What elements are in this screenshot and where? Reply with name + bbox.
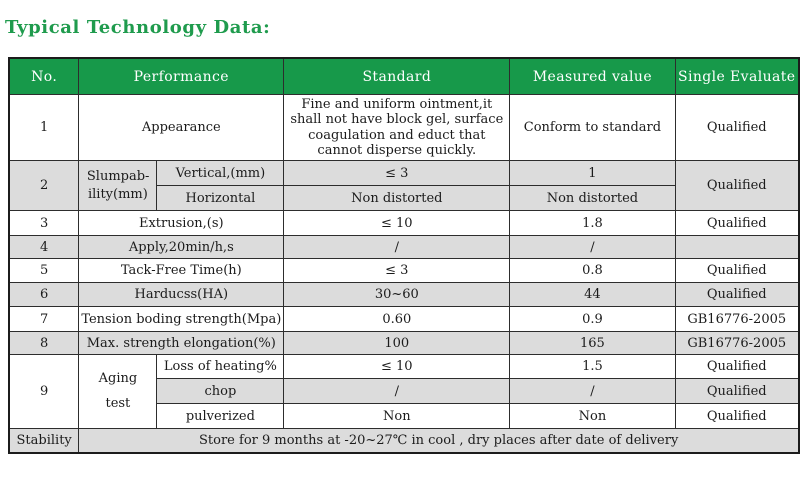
slumpability-performance xyxy=(79,161,157,211)
hardness-evaluate: Qualified xyxy=(675,283,799,307)
slumpability-evaluate: Qualified xyxy=(675,161,799,211)
aging-chop-standard: / xyxy=(284,379,510,404)
extrusion-performance: Extrusion,(s) xyxy=(79,211,284,236)
elongation-performance: Max. strength elongation(%) xyxy=(79,332,284,355)
apply-no: 4 xyxy=(9,236,79,259)
row-tack-free xyxy=(9,259,799,283)
row-appearance xyxy=(9,95,799,161)
stability-label: Stability xyxy=(9,429,79,453)
slumpability-horizontal-standard: Non distorted xyxy=(284,186,510,211)
tension-measured: 0.9 xyxy=(510,307,675,332)
page-title: Typical Technology Data: xyxy=(5,17,271,38)
slumpability-horizontal-label: Horizontal xyxy=(157,186,284,211)
row-tension xyxy=(9,307,799,332)
row-elongation xyxy=(9,332,799,355)
hardness-standard: 30~60 xyxy=(284,283,510,307)
header-row xyxy=(9,58,799,95)
apply-standard: / xyxy=(284,236,510,259)
aging-loss-evaluate: Qualified xyxy=(675,355,799,379)
elongation-evaluate: GB16776-2005 xyxy=(675,332,799,355)
aging-pulverized-evaluate: Qualified xyxy=(675,404,799,429)
aging-pulverized-measured: Non xyxy=(510,404,675,429)
tack-free-evaluate: Qualified xyxy=(675,259,799,283)
tack-free-measured: 0.8 xyxy=(510,259,675,283)
aging-loss-measured: 1.5 xyxy=(510,355,675,379)
stability-text: Store for 9 months at -20~27℃ in cool , dry places after date of delivery xyxy=(79,429,799,453)
header-single-evaluate: Single Evaluate xyxy=(675,58,799,95)
row-apply xyxy=(9,236,799,259)
hardness-measured: 44 xyxy=(510,283,675,307)
hardness-performance: Harducss(HA) xyxy=(79,283,284,307)
appearance-no: 1 xyxy=(9,95,79,161)
technology-data-table xyxy=(8,57,800,454)
extrusion-measured: 1.8 xyxy=(510,211,675,236)
tack-free-performance: Tack-Free Time(h) xyxy=(79,259,284,283)
aging-performance xyxy=(79,355,157,429)
appearance-measured: Conform to standard xyxy=(510,95,675,161)
elongation-measured: 165 xyxy=(510,332,675,355)
apply-measured: / xyxy=(510,236,675,259)
slumpability-performance-label: Slumpab-ility(mm) xyxy=(86,168,150,202)
tack-free-standard: ≤ 3 xyxy=(284,259,510,283)
header-performance: Performance xyxy=(79,58,284,95)
row-extrusion xyxy=(9,211,799,236)
aging-pulverized-label: pulverized xyxy=(157,404,284,429)
slumpability-horizontal-measured: Non distorted xyxy=(510,186,675,211)
extrusion-evaluate: Qualified xyxy=(675,211,799,236)
row-slumpability-vertical xyxy=(9,161,799,186)
hardness-no: 6 xyxy=(9,283,79,307)
aging-chop-label: chop xyxy=(157,379,284,404)
appearance-performance: Appearance xyxy=(79,95,284,161)
slumpability-vertical-label: Vertical,(mm) xyxy=(157,161,284,186)
header-measured-value: Measured value xyxy=(510,58,675,95)
extrusion-standard: ≤ 10 xyxy=(284,211,510,236)
slumpability-vertical-measured: 1 xyxy=(510,161,675,186)
slumpability-no: 2 xyxy=(9,161,79,211)
aging-performance-label: Aging test xyxy=(98,370,138,411)
tension-evaluate: GB16776-2005 xyxy=(675,307,799,332)
tension-no: 7 xyxy=(9,307,79,332)
elongation-standard: 100 xyxy=(284,332,510,355)
tension-performance: Tension boding strength(Mpa) xyxy=(79,307,284,332)
elongation-no: 8 xyxy=(9,332,79,355)
tension-standard: 0.60 xyxy=(284,307,510,332)
aging-loss-label: Loss of heating% xyxy=(157,355,284,379)
row-hardness xyxy=(9,283,799,307)
row-stability xyxy=(9,429,799,453)
aging-chop-measured: / xyxy=(510,379,675,404)
appearance-standard: Fine and uniform ointment,it shall not have block gel, surface coagulation and educt that cannot disperse quickly. xyxy=(284,95,510,161)
extrusion-no: 3 xyxy=(9,211,79,236)
appearance-evaluate: Qualified xyxy=(675,95,799,161)
aging-no: 9 xyxy=(9,355,79,429)
apply-performance: Apply,20min/h,s xyxy=(79,236,284,259)
tack-free-no: 5 xyxy=(9,259,79,283)
slumpability-vertical-standard: ≤ 3 xyxy=(284,161,510,186)
aging-chop-evaluate: Qualified xyxy=(675,379,799,404)
aging-pulverized-standard: Non xyxy=(284,404,510,429)
apply-evaluate xyxy=(675,236,799,259)
header-standard: Standard xyxy=(284,58,510,95)
row-aging-loss xyxy=(9,355,799,379)
aging-loss-standard: ≤ 10 xyxy=(284,355,510,379)
header-no: No. xyxy=(9,58,79,95)
